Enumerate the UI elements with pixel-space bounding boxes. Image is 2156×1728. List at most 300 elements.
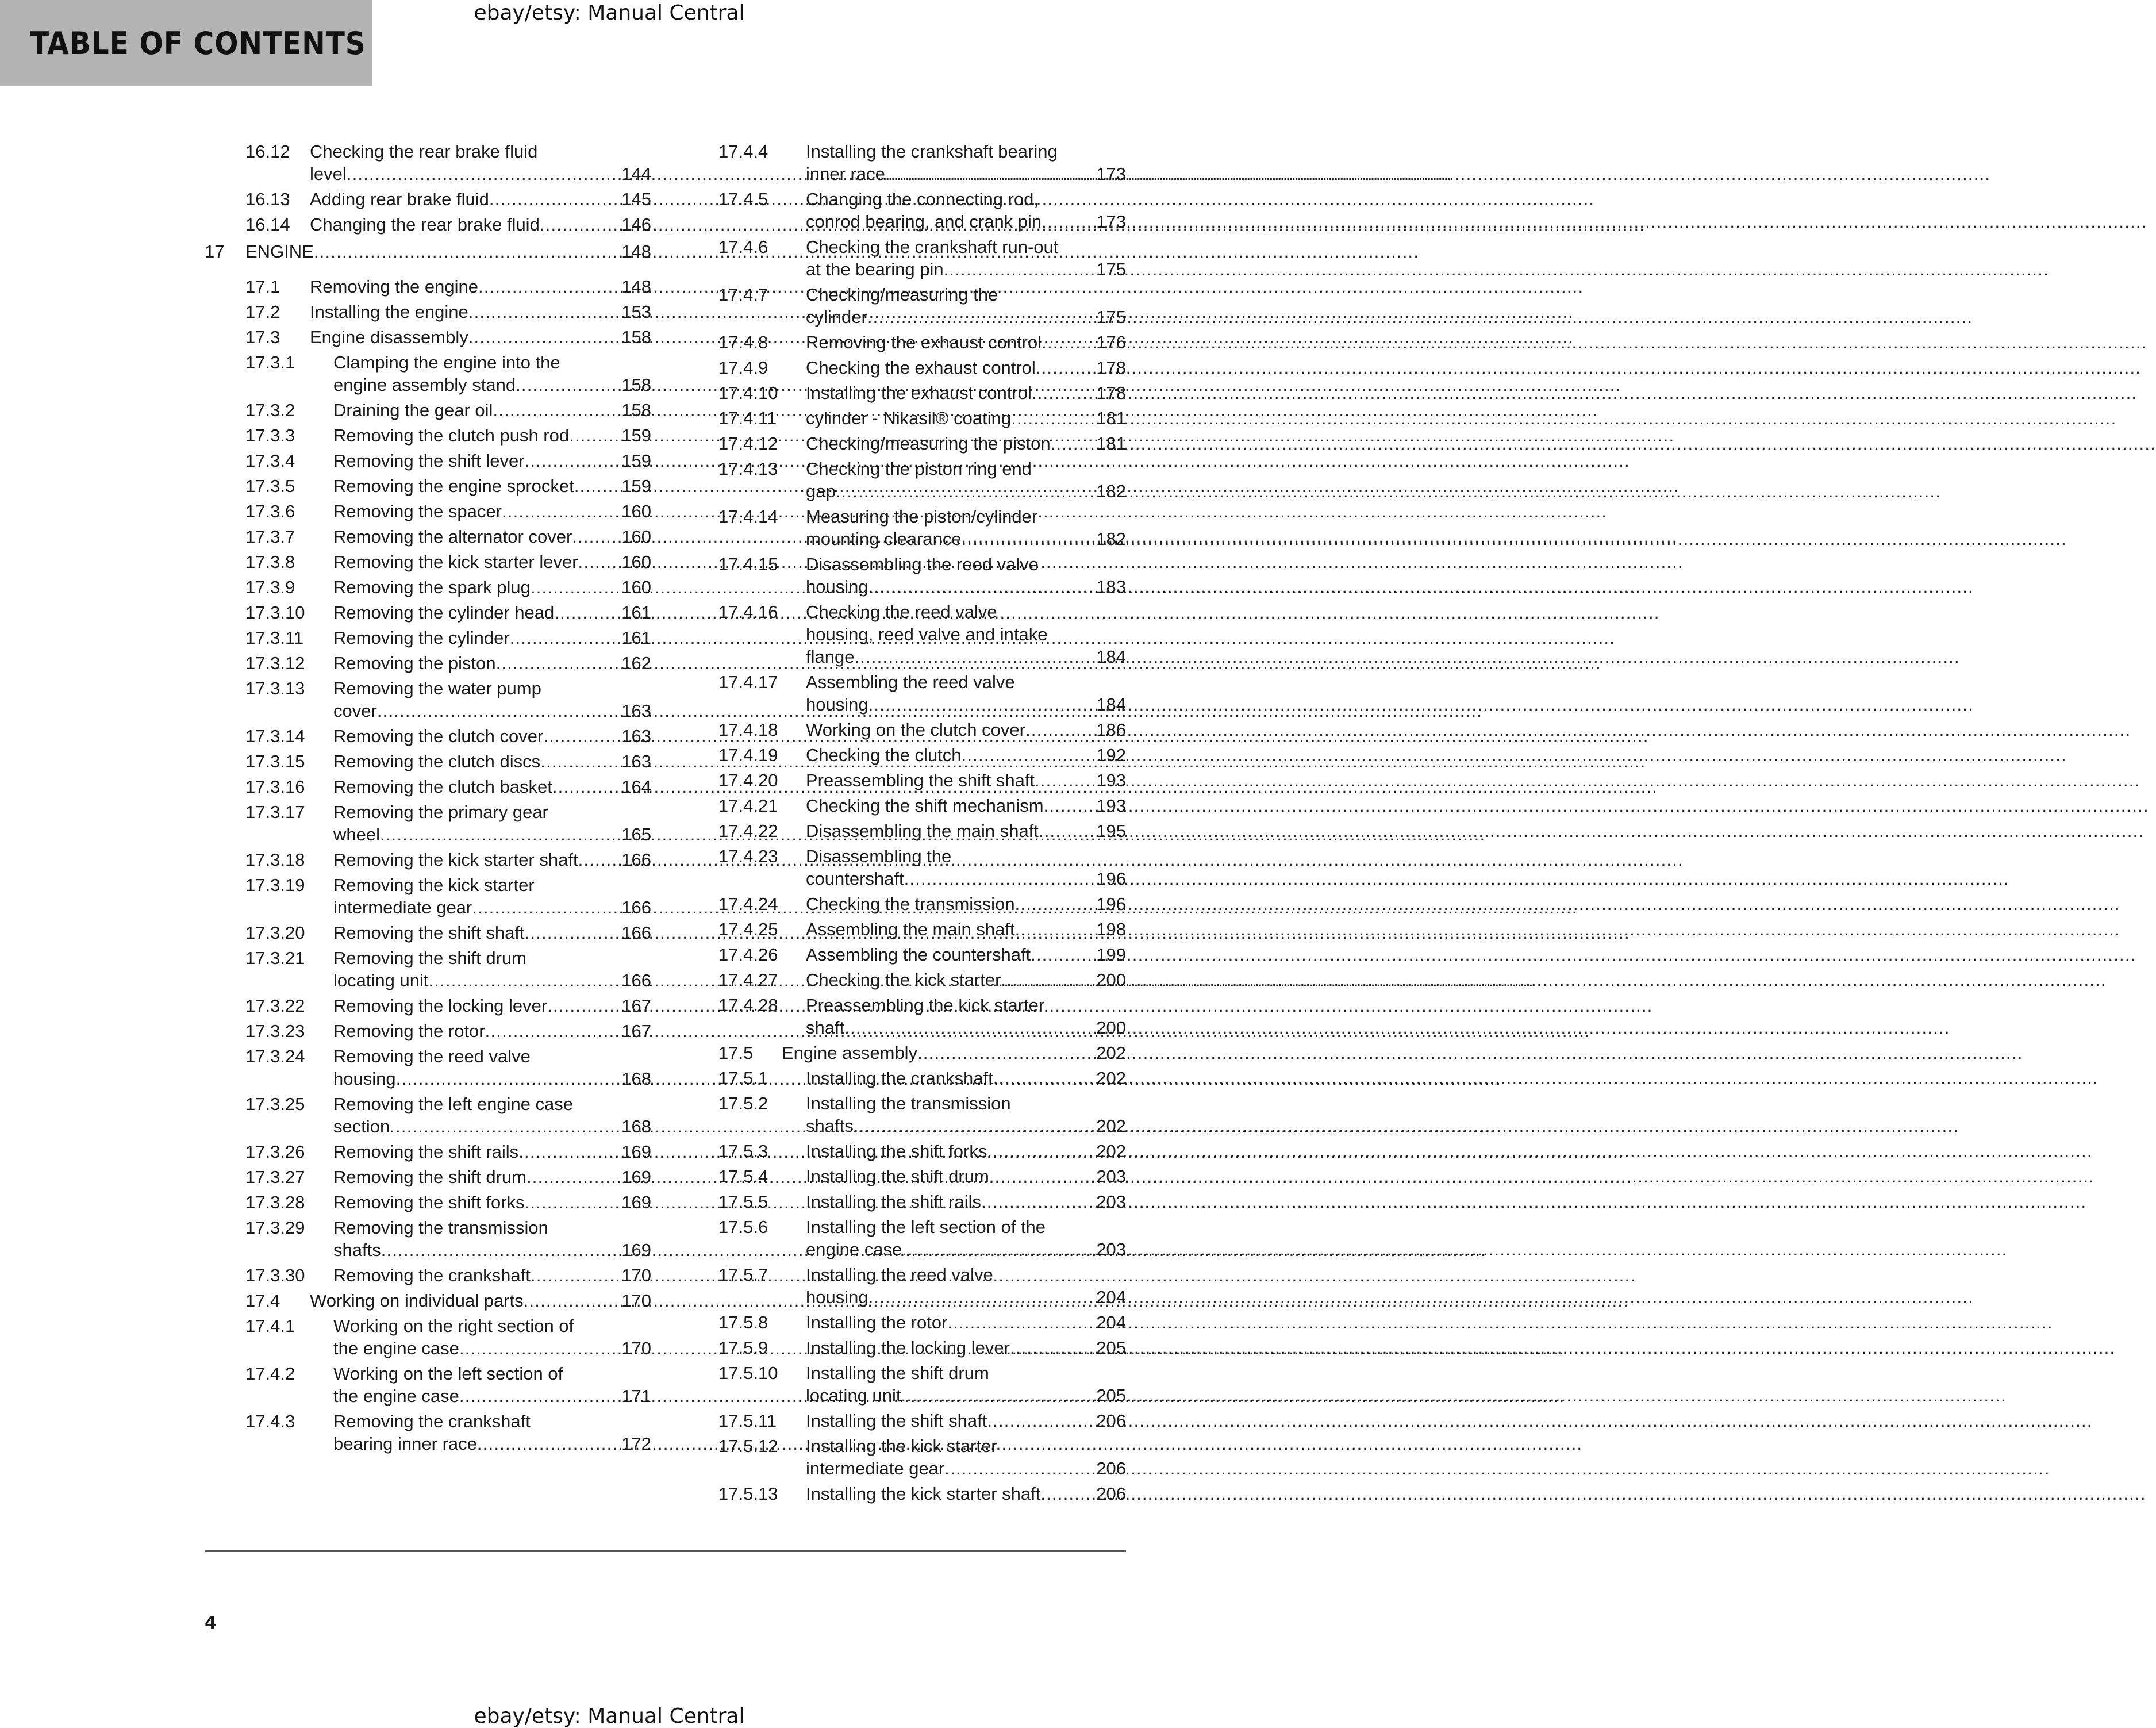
dot-leader [854,646,1088,668]
toc-entry[interactable] [205,1093,651,1138]
toc-entry-page: 178 [1096,383,1126,403]
toc-entry-number: 17.3.9 [245,577,295,597]
dot-leader [531,576,613,598]
toc-entry[interactable] [718,893,1126,915]
toc-entry-number: 17.3.19 [245,875,305,895]
toc-entry[interactable] [718,769,1126,792]
toc-entry-body [333,551,651,573]
toc-entry-page: 167 [621,1021,651,1041]
toc-entry[interactable] [718,382,1126,404]
toc-entry[interactable] [205,213,651,236]
toc-entry-page: 166 [621,923,651,943]
toc-entry-title-line: Checking the shift mechanism [806,796,1044,816]
dot-leader [569,424,613,447]
toc-entry-body [806,794,1126,817]
toc-entry-title-line: Adding rear brake fluid [310,189,489,209]
toc-entry[interactable] [718,1165,1126,1188]
toc-entry[interactable] [718,943,1126,966]
toc-entry-number: 17.4.18 [718,720,778,740]
toc-entry-page: 160 [621,501,651,521]
toc-entry[interactable] [205,140,651,185]
toc-entry[interactable] [718,188,1126,233]
toc-entry-title-line: shafts [333,1240,381,1260]
toc-entry-page: 148 [621,277,651,297]
dot-leader [485,1020,614,1042]
toc-entry-title-line: Clamping the engine into the [333,352,560,373]
toc-entry-number: 16.12 [245,141,290,162]
toc-entry-number: 17.4.16 [718,602,778,622]
toc-entry-title-line: level [310,164,347,184]
toc-entry[interactable] [718,719,1126,741]
dot-leader [516,374,613,396]
toc-entry[interactable] [718,1140,1126,1162]
toc-entry-body [333,677,651,722]
toc-entry[interactable] [205,1191,651,1214]
watermark-bottom: ebay/etsy: Manual Central [474,1704,745,1728]
toc-entry[interactable] [205,1045,651,1090]
toc-entry-title-line: Removing the engine [310,277,478,297]
toc-entry-body [333,424,651,447]
toc-entry-number: 17.3.17 [245,802,305,822]
dot-leader [543,725,613,747]
toc-entry-title-line: Removing the spark plug [333,577,531,597]
toc-entry[interactable] [205,627,651,649]
toc-entry-number: 17.4.25 [718,919,778,939]
toc-entry-number: 17.3.3 [245,425,295,446]
toc-entry-body [333,921,651,944]
toc-entry-body [333,576,651,598]
toc-entry[interactable] [205,874,651,919]
toc-entry-body [806,1311,1126,1334]
dot-leader [459,1337,613,1360]
toc-entry-number: 17.3.4 [245,451,295,471]
toc-entry-page: 169 [621,1240,651,1260]
dot-leader [380,823,613,846]
toc-entry-page: 161 [621,602,651,623]
toc-entry-number: 17.3.7 [245,527,295,547]
toc-entry-title-line: intermediate gear [806,1458,945,1479]
dot-leader [547,994,613,1017]
toc-entry[interactable] [205,1216,651,1261]
toc-entry-number: 17.4.23 [718,846,778,866]
toc-entry[interactable] [205,801,651,846]
toc-entry-body [806,432,1126,455]
dot-leader [428,969,613,992]
toc-entry[interactable] [205,848,651,871]
toc-entry[interactable] [205,921,651,944]
toc-entry[interactable] [205,725,651,747]
dot-leader [518,1141,613,1163]
toc-entry-number: 17.1 [245,277,280,297]
toc-entry[interactable] [205,475,651,497]
toc-entry[interactable] [205,1020,651,1042]
toc-entry-body [333,475,651,497]
toc-entry[interactable] [205,188,651,210]
toc-entry-number: 17.5.5 [718,1192,768,1212]
toc-entry-page: 167 [621,996,651,1016]
toc-entry-title-line: shaft [806,1017,845,1038]
dot-leader [987,1140,1088,1162]
toc-entry-number: 17.4.22 [718,821,778,841]
toc-entry-number: 17.4.5 [718,189,768,209]
toc-entry-title-line: Removing the clutch basket [333,777,552,797]
toc-entry-number: 17.3.26 [245,1142,305,1162]
toc-entry-title-line: housing [333,1069,396,1089]
toc-entry-page: 202 [1096,1116,1126,1136]
dot-leader [844,1016,1088,1039]
toc-entry[interactable] [718,553,1126,598]
toc-entry-body [333,399,651,421]
toc-entry-body [806,820,1126,842]
dot-leader [1010,1337,1088,1359]
toc-entry-page: 202 [1096,1141,1126,1161]
toc-entry-title-line: housing [806,577,868,597]
toc-entry[interactable] [205,1410,651,1455]
toc-entry[interactable] [205,525,651,548]
dot-leader [493,399,613,421]
toc-entry-page: 200 [1096,1017,1126,1038]
toc-entry[interactable] [718,432,1126,455]
toc-entry-body [806,505,1126,550]
toc-entry-page: 175 [1096,259,1126,279]
toc-entry-title-line: Removing the shift drum [333,948,526,968]
toc-entry-title-line: Removing the clutch push rod [333,425,570,446]
toc-entry-page: 172 [621,1434,651,1454]
toc-entry[interactable] [205,399,651,421]
toc-entry-title-line: intermediate gear [333,897,472,917]
toc-entry-title-line: Removing the shift shaft [333,923,525,943]
toc-entry-title-line: Working on the clutch cover [806,720,1025,740]
toc-entry-title-line: Disassembling the reed valve [806,554,1039,574]
toc-entry-body [806,1483,1126,1505]
toc-entry-body [310,275,651,298]
toc-entry[interactable] [205,301,651,323]
toc-entry-title-line: Removing the exhaust control [806,332,1042,352]
dot-leader [944,258,1089,281]
toc-entry[interactable] [718,1092,1126,1137]
toc-entry-title-line: Checking the transmission [806,894,1015,914]
toc-entry[interactable] [205,750,651,773]
toc-entry-page: 181 [1096,433,1126,454]
toc-entry-page: 204 [1096,1287,1126,1307]
toc-entry[interactable] [205,1289,651,1312]
toc-entry-title-line: Checking the kick starter [806,970,1001,990]
toc-entry-number: 17.4.12 [718,433,778,454]
toc-entry[interactable] [718,1067,1126,1089]
toc-entry[interactable] [205,275,651,298]
dot-leader [574,475,614,497]
toc-entry-title-line: Checking the reed valve [806,602,997,622]
dot-leader [554,601,613,624]
footer-divider [205,1550,1126,1552]
toc-entry[interactable] [718,1216,1126,1261]
toc-entry-number: 17.5.7 [718,1265,768,1285]
toc-entry-title-line: section [333,1116,390,1136]
toc-entry-page: 171 [621,1386,651,1406]
dot-leader [1032,382,1088,404]
toc-entry-body [806,601,1126,668]
toc-entry-body [333,1020,651,1042]
toc-entry-page: 169 [621,1192,651,1212]
dot-leader [868,1286,1089,1308]
toc-entry-body [806,1191,1126,1213]
toc-entry-body [806,1362,1126,1407]
toc-entry[interactable] [205,947,651,992]
toc-entry[interactable] [718,1191,1126,1213]
toc-entry-number: 17.3.13 [245,678,305,698]
toc-entry-number: 17.4.11 [718,408,777,428]
toc-entry-page: 204 [1096,1312,1126,1333]
toc-entry-page: 205 [1096,1338,1126,1358]
dot-leader [472,896,613,919]
toc-entry[interactable] [205,601,651,624]
toc-entry[interactable] [718,1264,1126,1308]
toc-entry-number: 17.4.15 [718,554,778,574]
toc-entry-number: 17.3 [245,327,280,347]
toc-entry-title-line: Changing the rear brake fluid [310,214,540,235]
toc-entry[interactable] [718,236,1126,281]
toc-entry[interactable] [718,969,1126,991]
toc-entry-number: 17.5.3 [718,1141,768,1161]
toc-entry[interactable] [718,1337,1126,1359]
toc-entry-page: 159 [621,451,651,471]
toc-entry-page: 159 [621,476,651,496]
toc-entry-body [806,918,1126,940]
toc-entry-page: 161 [621,628,651,648]
toc-entry-title-line: inner race [806,164,885,184]
dot-leader [524,1289,614,1312]
toc-entry-page: 168 [621,1116,651,1136]
toc-entry-title-line: Installing the shift drum [806,1166,989,1186]
toc-entry-title-line: Installing the locking lever [806,1338,1010,1358]
toc-entry-title-line: Removing the kick starter shaft [333,850,578,870]
toc-entry[interactable] [718,1435,1126,1480]
toc-entry[interactable] [205,424,651,447]
toc-entry-body [333,874,651,919]
dot-leader [868,575,1089,598]
toc-entry[interactable] [718,845,1126,890]
toc-entry-page: 202 [1096,1043,1126,1063]
dot-leader [390,1115,613,1138]
toc-entry-title-line: Installing the engine [310,302,468,322]
dot-leader [944,1457,1088,1480]
toc-entry-page: 178 [1096,358,1126,378]
toc-entry[interactable] [205,351,651,396]
toc-entry-number: 17.5.11 [718,1411,777,1431]
toc-entry[interactable] [205,677,651,722]
toc-entry-title-line: Checking the crankshaft run-out [806,237,1059,257]
toc-entry[interactable] [718,918,1126,940]
toc-entry[interactable] [718,671,1126,716]
toc-entry-title-line: Working on the right section of [333,1316,574,1336]
toc-entry-number: 17.3.28 [245,1192,305,1212]
toc-entry-number: 17.5.10 [718,1363,778,1383]
toc-entry-page: 184 [1096,647,1126,667]
toc-entry-number: 17.4.3 [245,1411,295,1431]
toc-entry[interactable] [718,820,1126,842]
toc-entry-title-line: cylinder - Nikasil® coating [806,408,1012,428]
toc-entry-title-line: Engine disassembly [310,327,468,347]
toc-entry-body [333,947,651,992]
toc-entry[interactable] [718,356,1126,379]
toc-entry-number: 17.4.1 [245,1316,295,1336]
toc-entry-title-line: Removing the shift rails [333,1142,519,1162]
toc-entry-title-line: Changing the connecting rod, [806,189,1039,209]
toc-entry-number: 17.5 [718,1043,754,1063]
toc-entry[interactable] [718,458,1126,502]
toc-entry[interactable] [205,994,651,1017]
toc-entry-page: 165 [621,824,651,844]
toc-entry-page: 166 [621,850,651,870]
toc-entry[interactable] [205,775,651,798]
toc-entry-number: 17.4.9 [718,358,768,378]
toc-entry-number: 17.4.4 [718,141,768,162]
toc-entry-title-line: Disassembling the main shaft [806,821,1039,841]
toc-entry-title-line: Checking/measuring the piston [806,433,1051,454]
toc-entry[interactable] [718,1042,1126,1064]
toc-entry[interactable] [718,1362,1126,1407]
toc-entry[interactable] [718,1483,1126,1505]
toc-entry-page: 158 [621,375,651,395]
toc-entry-title-line: shafts [806,1116,854,1136]
toc-entry[interactable] [205,576,651,598]
toc-entry[interactable] [718,601,1126,668]
toc-entry-title-line: engine assembly stand [333,375,516,395]
toc-entry-body [806,969,1126,991]
toc-entry[interactable] [718,1311,1126,1334]
toc-entry-page: 181 [1096,408,1126,428]
toc-entry-title-line: conrod bearing, and crank pin [806,212,1042,232]
toc-entry-page: 146 [621,214,651,235]
dot-leader [1042,210,1088,233]
toc-entry-number: 17.5.12 [718,1436,778,1456]
toc-entry-title-line: Measuring the piston/cylinder [806,506,1038,527]
toc-entry-body [806,1435,1126,1480]
toc-entry-title-line: Removing the left engine case [333,1094,574,1114]
toc-entry[interactable] [205,326,651,348]
dot-leader [1025,719,1088,741]
toc-entry-number: 17.4.2 [245,1364,295,1384]
toc-entry-number: 17.4.7 [718,285,768,305]
toc-entry[interactable] [718,283,1126,328]
toc-entry-body [806,1264,1126,1308]
toc-entry-page: 169 [621,1142,651,1162]
toc-entry[interactable] [205,450,651,472]
toc-entry-body [333,848,651,871]
toc-entry-page: 173 [1096,164,1126,184]
dot-leader [989,1165,1089,1188]
toc-entry-title-line: Assembling the reed valve [806,672,1015,692]
toc-entry-page: 168 [621,1069,651,1089]
toc-entry-body [333,801,651,846]
toc-entry-body [806,769,1126,792]
toc-entry-page: 206 [1096,1458,1126,1479]
toc-entry-title-line: cylinder [806,307,867,327]
toc-entry-title-line: Draining the gear oil [333,400,493,420]
toc-entry-title-line: Assembling the countershaft [806,944,1031,965]
toc-entry[interactable] [205,1315,651,1360]
toc-entry-body [333,351,651,396]
toc-entry[interactable] [205,500,651,523]
toc-entry-body [806,236,1126,281]
dot-leader [1039,820,1088,842]
toc-entry-title-line: ENGINE [245,241,314,262]
toc-entry-number: 17.3.6 [245,501,295,521]
toc-entry-page: 203 [1096,1166,1126,1186]
toc-entry-page: 195 [1096,821,1126,841]
toc-entry[interactable] [718,505,1126,550]
dot-leader [901,1384,1088,1407]
toc-entry[interactable] [718,744,1126,766]
toc-entry-title-line: Checking the clutch [806,745,962,765]
toc-entry-page: 170 [621,1291,651,1311]
dot-leader [347,163,614,185]
toc-entry[interactable] [718,407,1126,429]
toc-entry[interactable] [205,1166,651,1188]
toc-entry-title-line: Removing the spacer [333,501,502,521]
toc-entry-number: 17.5.4 [718,1166,768,1186]
toc-entry[interactable] [205,1362,651,1407]
toc-entry-number: 17.3.10 [245,602,305,623]
toc-entry-number: 17.3.12 [245,653,305,673]
toc-entry-page: 158 [621,400,651,420]
toc-entry[interactable] [718,1410,1126,1432]
toc-entry-title-line: Disassembling the [806,846,952,866]
dot-leader [531,1264,613,1287]
dot-leader [1036,356,1088,379]
toc-chapter[interactable] [205,240,651,263]
dot-leader [1011,407,1088,429]
toc-entry-number: 17.3.25 [245,1094,305,1114]
toc-entry[interactable] [205,551,651,573]
toc-entry-body [806,943,1126,966]
toc-entry-body [806,188,1126,233]
toc-entry[interactable] [718,331,1126,354]
toc-entry-body [806,1216,1126,1261]
toc-entry-title-line: locating unit [333,970,429,990]
toc-entry-title-line: at the bearing pin [806,259,944,279]
toc-entry[interactable] [718,140,1126,185]
toc-entry-title-line: Installing the shift drum [806,1363,989,1383]
toc-entry-title-line: the engine case [333,1338,459,1358]
toc-entry[interactable] [718,794,1126,817]
toc-entry-title-line: engine case [806,1239,902,1259]
toc-entry[interactable] [718,994,1126,1039]
toc-entry-body [333,627,651,649]
dot-leader [525,1191,614,1214]
toc-entry-number: 17.3.30 [245,1265,305,1285]
dot-leader [552,775,613,798]
dot-leader [947,1311,1088,1334]
toc-column-right [718,140,1126,1508]
toc-entry-page: 144 [621,164,651,184]
toc-entry[interactable] [205,1264,651,1287]
toc-entry[interactable] [205,1141,651,1163]
toc-entry-number: 17.4.6 [718,237,768,257]
toc-entry-title-line: housing, reed valve and intake [806,624,1048,644]
toc-entry-page: 166 [621,897,651,917]
toc-entry-body [333,525,651,548]
toc-entry-title-line: Removing the engine sprocket [333,476,574,496]
dot-leader [987,1410,1088,1432]
dot-leader [854,1115,1089,1137]
toc-entry-number: 17.4.28 [718,995,778,1015]
toc-entry-title-line: Removing the shift lever [333,451,525,471]
toc-column-left [205,140,651,1458]
toc-entry[interactable] [205,652,651,674]
toc-entry-title-line: Removing the transmission [333,1218,548,1238]
toc-entry-page: 192 [1096,745,1126,765]
